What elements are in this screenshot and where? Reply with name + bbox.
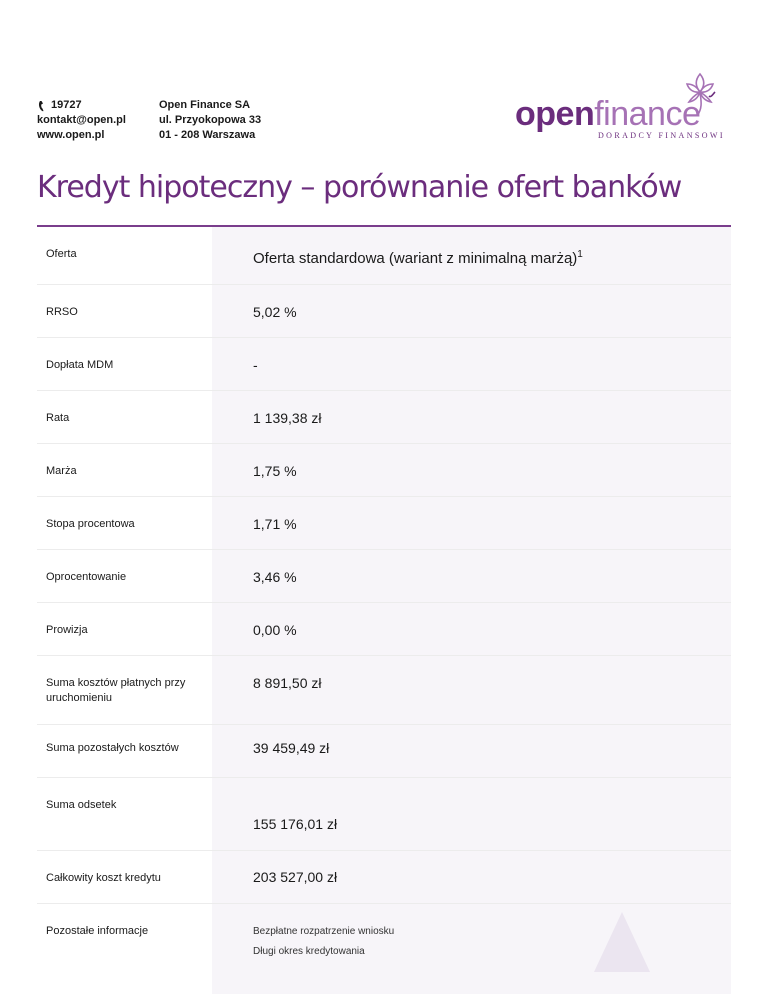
offer-name: Oferta standardowa (wariant z minimalną marżą) xyxy=(253,250,578,267)
row-value: 1 139,38 zł xyxy=(253,410,322,426)
row-label: Marża xyxy=(46,465,77,477)
row-label: Prowizja xyxy=(46,624,88,636)
logo-finance-text: finance xyxy=(594,95,701,133)
table-row-rrso xyxy=(37,285,731,338)
info-item: Długi okres kredytowania xyxy=(253,946,365,957)
row-value: - xyxy=(253,357,258,373)
phone-row xyxy=(37,98,126,113)
row-value: 155 176,01 zł xyxy=(253,816,338,832)
table-row-margin xyxy=(37,444,731,497)
logo-tagline: DORADCY FINANSOWI xyxy=(598,131,725,140)
table-row-installment xyxy=(37,391,731,444)
city-address: 01 - 208 Warszawa xyxy=(159,129,256,141)
table-row-total-cost xyxy=(37,851,731,904)
info-list xyxy=(253,922,394,962)
table-row-interest-rate xyxy=(37,497,731,550)
row-label: Suma pozostałych kosztów xyxy=(46,742,179,754)
info-item: Bezpłatne rozpatrzenie wniosku xyxy=(253,926,395,937)
row-label: Dopłata MDM xyxy=(46,359,114,371)
offer-comparison-table xyxy=(37,227,731,964)
row-label: Oferta xyxy=(46,248,77,260)
row-label: Suma kosztów płatnych przy uruchomieniu xyxy=(46,677,186,704)
address-block xyxy=(159,98,261,143)
row-label: Całkowity koszt kredytu xyxy=(46,872,161,884)
row-label: Pozostałe informacje xyxy=(46,925,149,937)
table-row-total-interest xyxy=(37,550,731,603)
table-row-offer xyxy=(37,227,731,285)
table-row-upfront-costs xyxy=(37,656,731,725)
row-value: 203 527,00 zł xyxy=(253,869,338,885)
table-row-other-info xyxy=(37,904,731,964)
logo-wordmark xyxy=(515,96,700,132)
website-link[interactable]: www.open.pl xyxy=(37,129,105,141)
row-value: 8 891,50 zł xyxy=(253,675,322,691)
row-value: 39 459,49 zł xyxy=(253,740,330,756)
row-label: Oprocentowanie xyxy=(46,571,127,583)
street-address: ul. Przyokopowa 33 xyxy=(159,114,262,126)
table-row-mdm xyxy=(37,338,731,391)
table-row-other-costs xyxy=(37,725,731,778)
open-finance-logo xyxy=(515,70,730,145)
row-label: Suma odsetek xyxy=(46,799,117,811)
contact-block xyxy=(37,98,126,143)
row-label: Stopa procentowa xyxy=(46,518,135,530)
logo-open-text: open xyxy=(515,95,595,133)
row-value: 0,00 % xyxy=(253,622,297,638)
email-link[interactable]: kontakt@open.pl xyxy=(37,114,126,126)
row-value xyxy=(253,249,583,267)
phone-icon xyxy=(37,100,49,112)
row-label: Rata xyxy=(46,412,70,424)
table-row-interest-sum xyxy=(37,778,731,851)
company-name: Open Finance SA xyxy=(159,99,251,111)
page-title: Kredyt hipoteczny – porównanie ofert banków xyxy=(37,170,682,205)
row-label: RRSO xyxy=(46,306,78,318)
footnote-marker: 1 xyxy=(577,249,583,260)
table-row-commission xyxy=(37,603,731,656)
row-value: 1,71 % xyxy=(253,516,297,532)
row-value: 5,02 % xyxy=(253,304,297,320)
phone-number[interactable]: 19727 xyxy=(51,99,82,111)
row-value: 1,75 % xyxy=(253,463,297,479)
row-value: 3,46 % xyxy=(253,569,297,585)
